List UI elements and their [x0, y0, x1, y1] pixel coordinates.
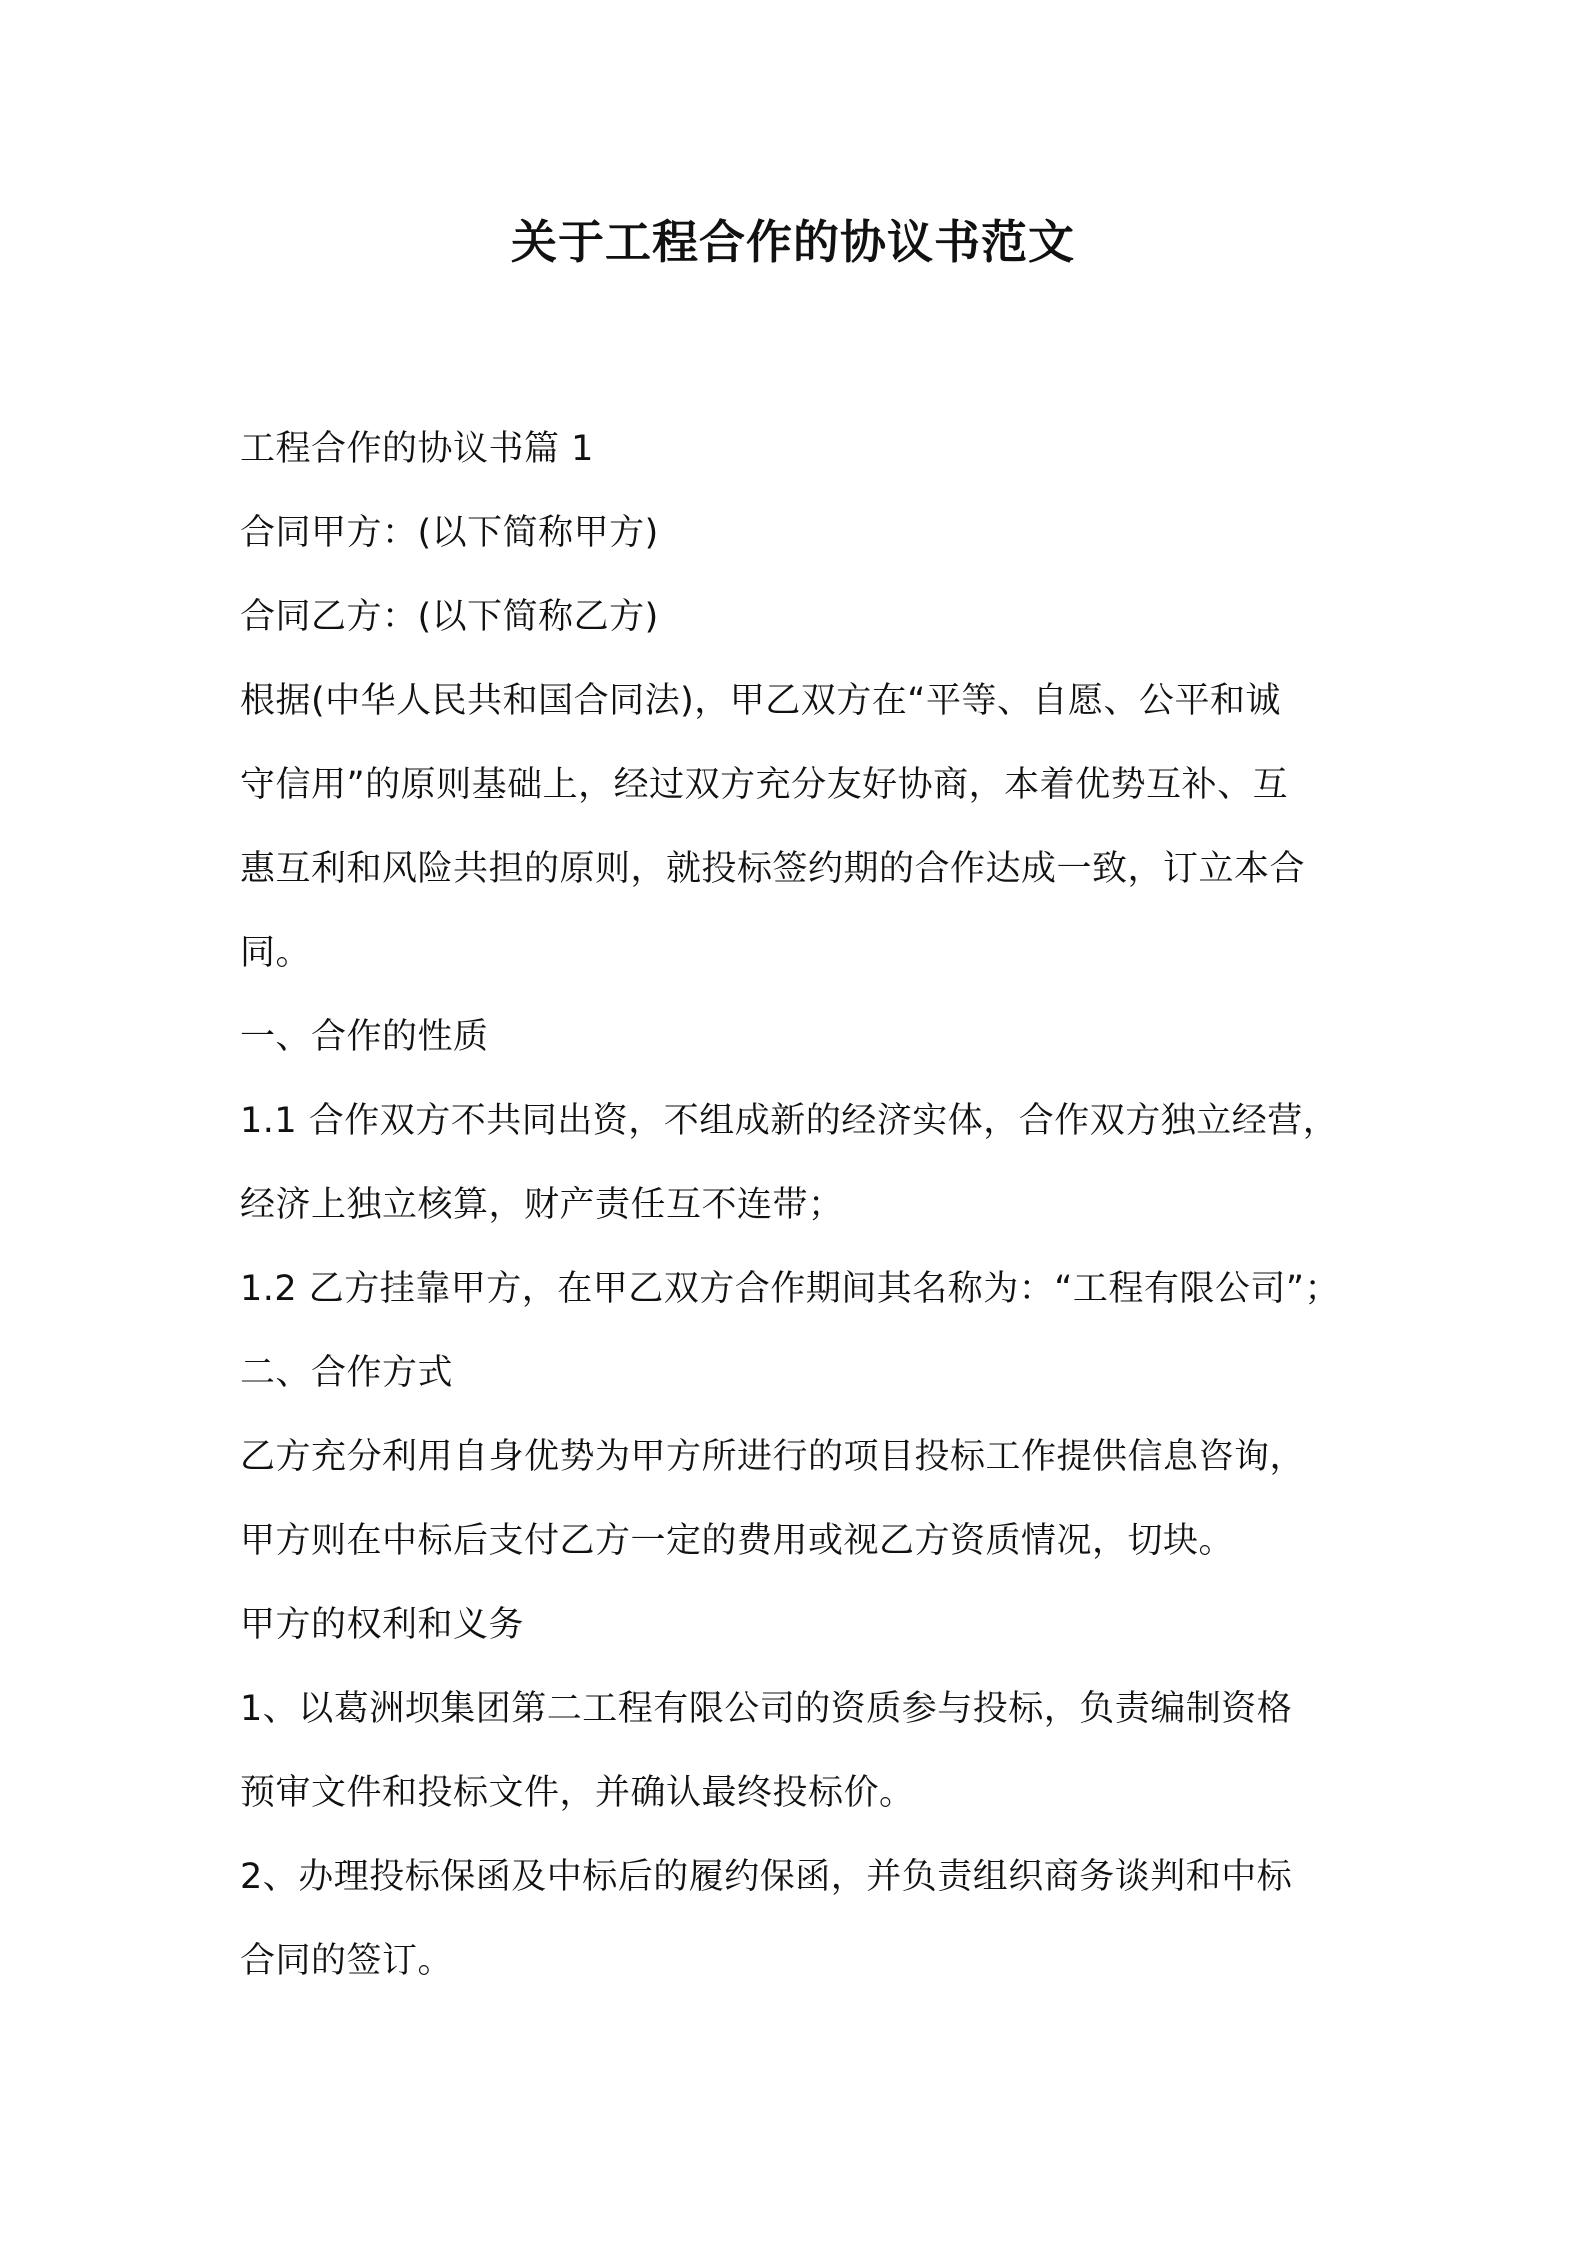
party-b-line: 合同乙方：(以下简称乙方) [240, 597, 659, 637]
document-title: 关于工程合作的协议书范文 [511, 215, 1075, 269]
paragraph-line: 惠互利和风险共担的原则，就投标签约期的合作达成一致，订立本合 [240, 849, 1306, 889]
section-heading: 二、合作方式 [240, 1353, 454, 1393]
section-heading: 一、合作的性质 [240, 1017, 489, 1057]
clause-line: 2、办理投标保函及中标后的履约保函，并负责组织商务谈判和中标 [240, 1857, 1293, 1897]
clause-line: 1.2 乙方挂靠甲方，在甲乙双方合作期间其名称为：“工程有限公司”； [240, 1269, 1341, 1309]
party-a-line: 合同甲方：(以下简称甲方) [240, 513, 659, 553]
clause-line: 合同的签订。 [240, 1941, 454, 1981]
paragraph-line: 根据(中华人民共和国合同法)，甲乙双方在“平等、自愿、公平和诚 [240, 681, 1281, 721]
section-heading: 工程合作的协议书篇 1 [240, 429, 594, 469]
paragraph-line: 同。 [240, 933, 312, 973]
clause-line: 1.1 合作双方不共同出资，不组成新的经济实体，合作双方独立经营， [240, 1101, 1339, 1141]
document-body [240, 407, 1360, 2003]
paragraph-line: 守信用”的原则基础上，经过双方充分友好协商，本着优势互补、互 [240, 765, 1289, 805]
clause-line: 经济上独立核算，财产责任互不连带； [240, 1185, 844, 1225]
clause-line: 预审文件和投标文件，并确认最终投标价。 [240, 1773, 915, 1813]
paragraph-line: 乙方充分利用自身优势为甲方所进行的项目投标工作提供信息咨询， [240, 1437, 1306, 1477]
paragraph-line: 甲方则在中标后支付乙方一定的费用或视乙方资质情况，切块。 [240, 1521, 1235, 1561]
section-heading: 甲方的权利和义务 [240, 1605, 525, 1645]
clause-line: 1、以葛洲坝集团第二工程有限公司的资质参与投标，负责编制资格 [240, 1689, 1293, 1729]
